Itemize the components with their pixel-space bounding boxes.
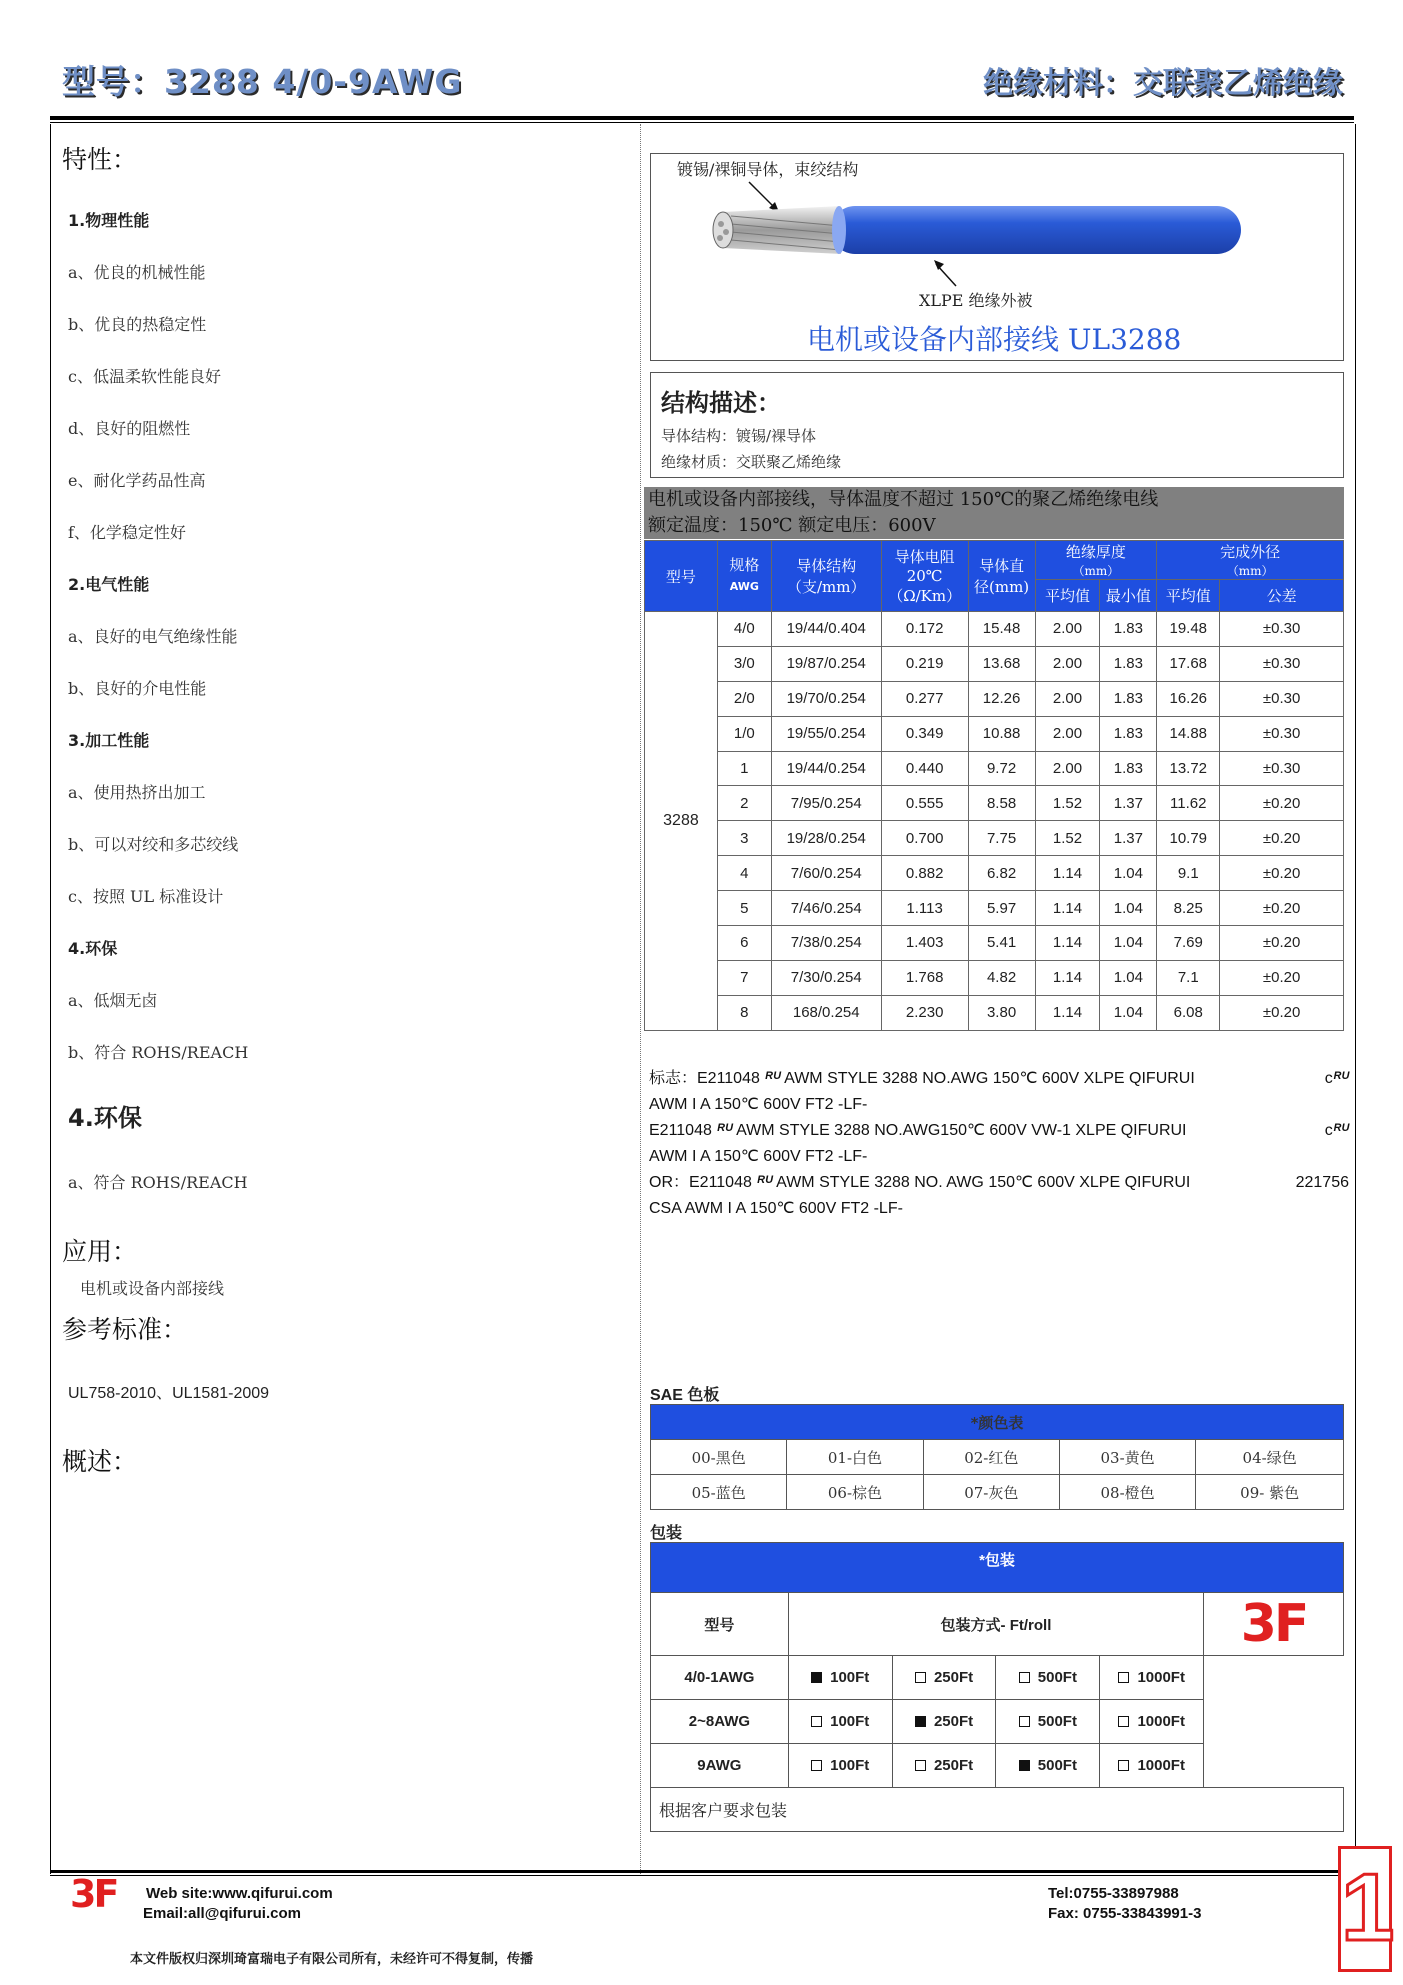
spec-cell: 13.68 [968, 646, 1035, 681]
spec-cell: ±0.30 [1220, 646, 1344, 681]
packaging-row [651, 1744, 1344, 1788]
spec-row [645, 786, 1344, 821]
feature-item: c、低温柔软性能良好 [68, 367, 221, 386]
overview-title: 概述： [62, 1447, 138, 1476]
packaging-option[interactable] [892, 1656, 996, 1700]
spec-cell: 5 [717, 891, 771, 926]
spec-summary-band [644, 487, 1344, 539]
application-text: 电机或设备内部接线 [80, 1279, 225, 1298]
spec-cell: 7.75 [968, 821, 1035, 856]
packaging-table-title: *包装 [651, 1543, 1344, 1593]
spec-row [645, 751, 1344, 786]
spec-summary-line1: 电机或设备内部接线，导体温度不超过 150℃的聚乙烯绝缘电线 [648, 489, 1159, 510]
spec-cell: 1.04 [1100, 891, 1157, 926]
col-model: 型号 [645, 541, 718, 612]
spec-cell: 1/0 [717, 716, 771, 751]
spec-cell: ±0.20 [1220, 926, 1344, 961]
spec-cell: 15.48 [968, 612, 1035, 647]
structure-conductor: 导体结构：镀锡/裸导体 [661, 427, 817, 445]
pack-col-method: 包装方式- Ft/roll [788, 1593, 1203, 1656]
header-rule-thin [50, 122, 1354, 123]
spec-cell: 4/0 [717, 612, 771, 647]
spec-cell: 1.04 [1100, 856, 1157, 891]
spec-table [644, 540, 1344, 1031]
page-title: 型号：3288 4/0-9AWG [62, 62, 463, 101]
color-cell: 07-灰色 [923, 1475, 1059, 1510]
col-conductor: 导体结构 （支/mm） [771, 541, 881, 612]
spec-cell: 0.700 [881, 821, 968, 856]
spec-cell: 1.83 [1100, 751, 1157, 786]
diagram-caption: 电机或设备内部接线 UL3288 [807, 323, 1182, 356]
checkbox-checked-icon[interactable] [811, 1672, 822, 1683]
col-od: 完成外径 （mm） [1157, 541, 1344, 580]
spec-cell: 11.62 [1157, 786, 1220, 821]
spec-cell: 1.04 [1100, 960, 1157, 995]
col-ins-thickness: 绝缘厚度 （mm） [1035, 541, 1157, 580]
spec-cell: 7.69 [1157, 926, 1220, 961]
spec-cell: ±0.30 [1220, 681, 1344, 716]
packaging-option[interactable] [1100, 1744, 1204, 1788]
packaging-option-label: 250Ft [933, 1757, 974, 1774]
spec-cell: 1.37 [1100, 821, 1157, 856]
spec-row [645, 856, 1344, 891]
feature-item: a、低烟无卤 [68, 991, 158, 1010]
spec-cell: 6.08 [1157, 995, 1220, 1030]
spec-cell: 7/95/0.254 [771, 786, 881, 821]
spec-cell: 0.882 [881, 856, 968, 891]
col-od-tol: 公差 [1220, 580, 1344, 612]
spec-cell: 7/30/0.254 [771, 960, 881, 995]
ul-mark-icon: ᴿᵁ [716, 1122, 733, 1139]
spec-cell: 1.113 [881, 891, 968, 926]
spec-cell: ±0.30 [1220, 716, 1344, 751]
col-ins-avg: 平均值 [1035, 580, 1100, 612]
spec-cell: 5.41 [968, 926, 1035, 961]
spec-cell: 8.25 [1157, 891, 1220, 926]
spec-cell: 14.88 [1157, 716, 1220, 751]
spec-cell: 1.14 [1035, 856, 1100, 891]
spec-cell: 1.14 [1035, 891, 1100, 926]
spec-cell: 19/87/0.254 [771, 646, 881, 681]
feature-item: d、良好的阻燃性 [68, 419, 191, 438]
spec-cell: 1.14 [1035, 995, 1100, 1030]
ul-mark-icon: ᴿᵁ [756, 1174, 773, 1191]
spec-cell: 2.00 [1035, 646, 1100, 681]
spec-cell: 1.83 [1100, 716, 1157, 751]
checkbox-empty-icon[interactable] [1019, 1672, 1030, 1683]
feature-item: b、符合 ROHS/REACH [68, 1043, 249, 1062]
spec-cell: 7/60/0.254 [771, 856, 881, 891]
spec-cell: 1.14 [1035, 960, 1100, 995]
ul-mark-icon: ᴿᵁ [1332, 1122, 1349, 1139]
spec-cell: 19/44/0.404 [771, 612, 881, 647]
spec-cell: 2 [717, 786, 771, 821]
spec-cell: 1.14 [1035, 926, 1100, 961]
packaging-option[interactable] [996, 1700, 1100, 1744]
packaging-option-label: 500Ft [1037, 1669, 1077, 1686]
footer-tel: Tel:0755-33897988 [1048, 1885, 1179, 1902]
feature-item: f、化学稳定性好 [68, 523, 186, 542]
spec-cell: ±0.20 [1220, 960, 1344, 995]
spec-cell: 4.82 [968, 960, 1035, 995]
section-heading: 4.环保 [68, 939, 118, 958]
spec-cell: ±0.20 [1220, 891, 1344, 926]
cable-diagram-box [650, 153, 1344, 361]
spec-cell: ±0.30 [1220, 612, 1344, 647]
spec-row [645, 926, 1344, 961]
spec-cell: 3.80 [968, 995, 1035, 1030]
packaging-option[interactable] [788, 1700, 892, 1744]
standard-text: UL758-2010、UL1581-2009 [68, 1385, 270, 1402]
spec-cell: 1.04 [1100, 995, 1157, 1030]
spec-summary-line2: 额定温度：150℃ 额定电压：600V [648, 515, 936, 536]
standard-title: 参考标准： [62, 1315, 188, 1344]
feature-item: a、使用热挤出加工 [68, 783, 206, 802]
spec-row [645, 891, 1344, 926]
structure-box [650, 372, 1344, 478]
spec-cell: 1.52 [1035, 786, 1100, 821]
color-cell: 01-白色 [787, 1440, 923, 1475]
spec-row [645, 821, 1344, 856]
spec-cell: 6.82 [968, 856, 1035, 891]
ul-mark-icon: ᴿᵁ [1332, 1070, 1349, 1087]
packaging-model: 2~8AWG [651, 1700, 789, 1744]
spec-row [645, 716, 1344, 751]
spec-cell: 19/55/0.254 [771, 716, 881, 751]
column-divider [640, 124, 641, 1874]
spec-cell: 12.26 [968, 681, 1035, 716]
checkbox-empty-icon[interactable] [1118, 1760, 1129, 1771]
packaging-option-label: 100Ft [830, 1669, 870, 1686]
spec-cell: 19/44/0.254 [771, 751, 881, 786]
spec-cell: 6 [717, 926, 771, 961]
spec-cell: 2.230 [881, 995, 968, 1030]
page-number-box [1338, 1846, 1395, 1972]
spec-cell: 16.26 [1157, 681, 1220, 716]
packaging-option[interactable] [996, 1656, 1100, 1700]
spec-cell: 8 [717, 995, 771, 1030]
checkbox-empty-icon[interactable] [1118, 1716, 1129, 1727]
spec-cell: 1.52 [1035, 821, 1100, 856]
spec-cell: 4 [717, 856, 771, 891]
spec-cell: 168/0.254 [771, 995, 881, 1030]
conductor-label: 镀锡/裸铜导体，束绞结构 [677, 160, 859, 179]
feature-item: b、优良的热稳定性 [68, 315, 207, 334]
env-heading: 4.环保 [68, 1104, 142, 1132]
insulation-material-title: 绝缘材料：交联聚乙烯绝缘 [983, 66, 1343, 101]
col-resistance: 导体电阻 20℃ （Ω/Km） [881, 541, 968, 612]
spec-cell: 7.1 [1157, 960, 1220, 995]
color-cell: 06-棕色 [787, 1475, 923, 1510]
feature-item: a、优良的机械性能 [68, 263, 206, 282]
ul-mark-icon: ᴿᵁ [764, 1070, 781, 1087]
color-cell: 04-绿色 [1196, 1440, 1344, 1475]
col-od-avg: 平均值 [1157, 580, 1220, 612]
spec-cell: 1.83 [1100, 681, 1157, 716]
spec-cell: 0.349 [881, 716, 968, 751]
spec-row [645, 995, 1344, 1030]
packaging-title: 包装 [650, 1523, 683, 1542]
spec-cell: ±0.20 [1220, 995, 1344, 1030]
spec-cell: 3/0 [717, 646, 771, 681]
page-number: 1 [1341, 1854, 1395, 1961]
structure-title: 结构描述： [661, 389, 781, 417]
spec-cell: 5.97 [968, 891, 1035, 926]
spec-cell: 2.00 [1035, 681, 1100, 716]
section-heading: 2.电气性能 [68, 575, 150, 594]
spec-row [645, 612, 1344, 647]
footer-logo: 3F [70, 1872, 117, 1916]
header-rule [50, 116, 1354, 120]
spec-cell: 17.68 [1157, 646, 1220, 681]
packaging-option-label: 1000Ft [1137, 1669, 1185, 1686]
packaging-table [650, 1542, 1344, 1832]
packaging-option[interactable] [892, 1700, 996, 1744]
feature-item: c、按照 UL 标准设计 [68, 887, 224, 906]
packaging-option-label: 500Ft [1037, 1757, 1077, 1774]
color-cell: 02-红色 [923, 1440, 1059, 1475]
spec-cell: ±0.20 [1220, 856, 1344, 891]
spec-cell: 1.37 [1100, 786, 1157, 821]
spec-cell: ±0.20 [1220, 821, 1344, 856]
color-cell: 00-黑色 [651, 1440, 787, 1475]
checkbox-empty-icon[interactable] [1118, 1672, 1129, 1683]
spec-cell: 3 [717, 821, 771, 856]
packaging-logo: 3F [1204, 1593, 1344, 1656]
color-table-title: *颜色表 [651, 1405, 1344, 1440]
packaging-option[interactable] [788, 1744, 892, 1788]
insulation-label: XLPE 绝缘外被 [919, 291, 1033, 310]
footer-website[interactable]: Web site:www.qifurui.com [146, 1885, 333, 1902]
spec-cell: 1.04 [1100, 926, 1157, 961]
checkbox-empty-icon[interactable] [915, 1672, 926, 1683]
color-cell: 05-蓝色 [651, 1475, 787, 1510]
color-cell: 09- 紫色 [1196, 1475, 1344, 1510]
feature-item: e、耐化学药品性高 [68, 471, 206, 490]
packaging-row [651, 1700, 1344, 1744]
packaging-option-label: 250Ft [933, 1713, 974, 1730]
spec-cell: 10.88 [968, 716, 1035, 751]
spec-cell: 0.172 [881, 612, 968, 647]
spec-cell: 7/46/0.254 [771, 891, 881, 926]
spec-cell: 9.1 [1157, 856, 1220, 891]
spec-cell: 2.00 [1035, 751, 1100, 786]
spec-cell: 1.768 [881, 960, 968, 995]
col-diameter: 导体直 径(mm) [968, 541, 1035, 612]
spec-cell: 0.440 [881, 751, 968, 786]
footer-copyright: 本文件版权归深圳琦富瑞电子有限公司所有，未经许可不得复制，传播 [130, 1952, 534, 1967]
spec-cell: 13.72 [1157, 751, 1220, 786]
spec-cell: 9.72 [968, 751, 1035, 786]
packaging-option[interactable] [1100, 1656, 1204, 1700]
section-heading: 3.加工性能 [68, 731, 150, 750]
packaging-option-label: 500Ft [1037, 1713, 1077, 1730]
packaging-option[interactable] [996, 1744, 1100, 1788]
spec-cell: 0.277 [881, 681, 968, 716]
color-cell: 08-橙色 [1059, 1475, 1195, 1510]
spec-cell: 2/0 [717, 681, 771, 716]
packaging-note: 根据客户要求包装 [651, 1788, 1344, 1832]
checkbox-empty-icon[interactable] [915, 1760, 926, 1771]
spec-cell: 10.79 [1157, 821, 1220, 856]
spec-cell: 7 [717, 960, 771, 995]
feature-item: a、良好的电气绝缘性能 [68, 627, 238, 646]
checkbox-checked-icon[interactable] [1019, 1760, 1030, 1771]
env-item: a、符合 ROHS/REACH [68, 1173, 248, 1192]
spec-cell: 2.00 [1035, 716, 1100, 751]
checkbox-empty-icon[interactable] [1019, 1716, 1030, 1727]
spec-cell: 19/28/0.254 [771, 821, 881, 856]
col-ins-min: 最小值 [1100, 580, 1157, 612]
checkbox-empty-icon[interactable] [811, 1716, 822, 1727]
spec-model-cell: 3288 [645, 612, 718, 1031]
spec-cell: 7/38/0.254 [771, 926, 881, 961]
packaging-option[interactable] [788, 1656, 892, 1700]
spec-row [645, 681, 1344, 716]
packaging-option-label: 100Ft [830, 1757, 870, 1774]
packaging-option[interactable] [892, 1744, 996, 1788]
feature-item: b、良好的介电性能 [68, 679, 207, 698]
application-title: 应用： [62, 1237, 138, 1266]
color-cell: 03-黄色 [1059, 1440, 1195, 1475]
packaging-option-label: 250Ft [933, 1669, 974, 1686]
spec-cell: 19.48 [1157, 612, 1220, 647]
footer-rule [50, 1870, 1350, 1873]
col-size: 规格 AWG [717, 541, 771, 612]
spec-cell: 1.83 [1100, 612, 1157, 647]
spec-row [645, 960, 1344, 995]
spec-cell: 0.219 [881, 646, 968, 681]
spec-cell: 0.555 [881, 786, 968, 821]
checkbox-checked-icon[interactable] [915, 1716, 926, 1727]
checkbox-empty-icon[interactable] [811, 1760, 822, 1771]
footer-email[interactable]: Email:all@qifurui.com [143, 1905, 301, 1922]
spec-row [645, 646, 1344, 681]
packaging-row [651, 1656, 1344, 1700]
marking-block: 标志：E211048 ᴿᵁ AWM STYLE 3288 NO.AWG 150℃ 600V XLPE QIFURUI cᴿᵁ AWM I A 150℃ 600V FT2 -LF- E211048 ᴿᵁ AWM STYLE 3288 NO.AWG150℃ 600V VW-1 XLPE QIFURUI cᴿᵁ AWM I A 150℃ 600V FT2 -LF- OR：E211048 ᴿᵁ AWM STYLE 3288 NO. AWG 150℃ 600V XLPE QIFURUI 221756 CSA AWM I A 150℃ 600V FT2 -LF- [649, 1070, 1349, 1217]
feature-item: b、可以对绞和多芯绞线 [68, 835, 239, 854]
packaging-model: 9AWG [651, 1744, 789, 1788]
spec-cell: ±0.30 [1220, 751, 1344, 786]
spec-cell: 1.83 [1100, 646, 1157, 681]
packaging-option[interactable] [1100, 1700, 1204, 1744]
section-heading: 1.物理性能 [68, 211, 150, 230]
pack-col-model: 型号 [651, 1593, 789, 1656]
packaging-option-label: 100Ft [830, 1713, 870, 1730]
packaging-option-label: 1000Ft [1137, 1713, 1185, 1730]
packaging-option-label: 1000Ft [1137, 1757, 1185, 1774]
spec-cell: 2.00 [1035, 612, 1100, 647]
features-title: 特性： [62, 145, 138, 174]
packaging-model: 4/0-1AWG [651, 1656, 789, 1700]
spec-cell: 1.403 [881, 926, 968, 961]
spec-cell: 1 [717, 751, 771, 786]
sae-color-title: SAE 色板 [650, 1387, 720, 1404]
spec-cell: 19/70/0.254 [771, 681, 881, 716]
color-table [650, 1404, 1344, 1510]
structure-insulation: 绝缘材质：交联聚乙烯绝缘 [661, 453, 842, 471]
footer-rule-thin [50, 1875, 1350, 1876]
footer-fax: Fax: 0755-33843991-3 [1048, 1905, 1202, 1922]
spec-cell: ±0.20 [1220, 786, 1344, 821]
spec-cell: 8.58 [968, 786, 1035, 821]
